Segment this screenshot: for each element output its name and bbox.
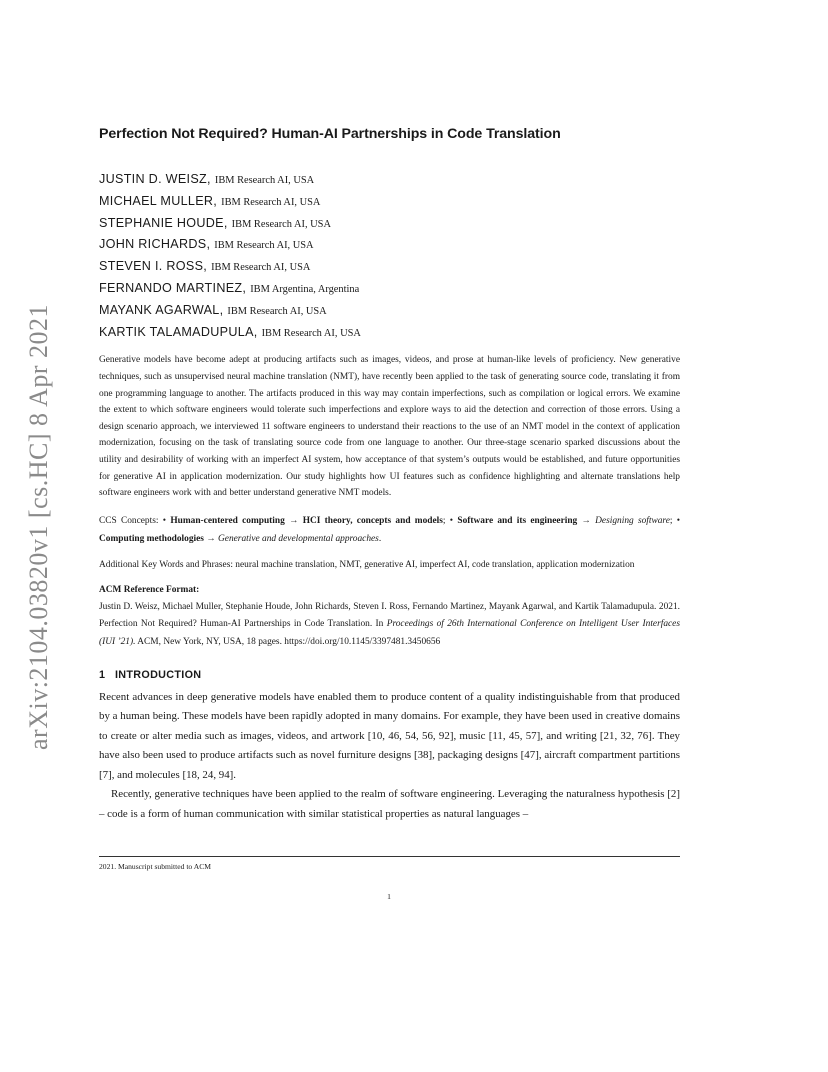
- ccs-concept: Generative and developmental approaches: [218, 533, 379, 544]
- author-entry: [99, 299, 680, 321]
- author-entry: [99, 321, 680, 343]
- author-name: FERNANDO MARTINEZ,: [99, 280, 247, 295]
- author-name: MICHAEL MULLER,: [99, 193, 218, 208]
- ccs-arrow: →: [206, 533, 216, 544]
- author-affiliation: IBM Research AI, USA: [214, 175, 315, 186]
- section-heading: [99, 666, 680, 684]
- body-paragraph: Recently, generative techniques have been applied to the realm of software engineering. Leveraging the naturalness hypothesis [2] – code is a form of human communication with similar statistical properties as natural languages –: [99, 788, 680, 821]
- ccs-separator: ;: [442, 515, 446, 526]
- ccs-concepts: [99, 512, 680, 548]
- body-paragraph: Recent advances in deep generative models have enabled them to produce content of a quality indistinguishable from that produced by a human being. These models have been rapidly adopted in many domains. For example, they have been used in creative domains to create or alter media such as images, videos, and artwork [10, 46, 54, 56, 92], music [11, 45, 57], and writing [21, 32, 76]. They have also been used to produce artifacts such as novel furniture designs [38], packaging designs [47], aircraft compartment partitions [7], and molecules [18, 24, 94].: [99, 690, 680, 781]
- author-name: JUSTIN D. WEISZ,: [99, 172, 211, 186]
- ccs-concept: Human-centered computing: [170, 515, 285, 526]
- ccs-separator: ;: [669, 515, 673, 526]
- ccs-bullet: •: [162, 515, 167, 526]
- ccs-concept: Software and its engineering: [457, 515, 578, 526]
- paper-title: Perfection Not Required? Human-AI Partnerships in Code Translation: [99, 126, 561, 142]
- author-entry: [99, 212, 680, 234]
- arxiv-identifier: [20, 292, 58, 762]
- author-entry: [99, 168, 680, 190]
- ccs-arrow: →: [581, 515, 591, 526]
- keywords-label: Additional Key Words and Phrases:: [99, 559, 233, 570]
- acm-reference-citation: Justin D. Weisz, Michael Muller, Stephanie Houde, John Richards, Steven I. Ross, Fernando Martinez, Mayank Agarwal, and Kartik Talamadupula. 2021. Perfection Not Required? Human-AI Partnerships in Code Translation. In: [99, 601, 680, 630]
- author-affiliation: IBM Research AI, USA: [227, 305, 327, 317]
- acm-reference-text: [99, 599, 680, 652]
- ccs-concept: Computing methodologies: [99, 533, 204, 544]
- author-name: MAYANK AGARWAL,: [99, 302, 224, 317]
- section-title: INTRODUCTION: [115, 668, 202, 681]
- author-entry: [99, 255, 680, 277]
- acm-reference-doi: ACM, New York, NY, USA, 18 pages. https://doi.org/10.1145/3397481.3450656: [137, 636, 441, 647]
- author-affiliation: IBM Research AI, USA: [231, 218, 331, 230]
- ccs-concept: Designing software: [595, 515, 670, 526]
- page-number: 1: [387, 892, 391, 901]
- paper-page: [99, 126, 680, 825]
- author-name: STEPHANIE HOUDE,: [99, 215, 228, 230]
- ccs-concept: HCI theory, concepts and models: [302, 515, 443, 526]
- keywords-text: neural machine translation, NMT, generative AI, imperfect AI, code translation, application modernization: [235, 559, 635, 570]
- author-entry: [99, 277, 680, 299]
- arxiv-identifier-text: arXiv:2104.03820v1 [cs.HC] 8 Apr 2021: [24, 303, 54, 751]
- author-affiliation: IBM Argentina, Argentina: [250, 283, 360, 295]
- ccs-arrow: →: [289, 515, 299, 526]
- author-entry: [99, 190, 680, 212]
- author-affiliation: IBM Research AI, USA: [221, 196, 321, 208]
- author-affiliation: IBM Research AI, USA: [261, 327, 361, 339]
- footnote: 2021. Manuscript submitted to ACM: [99, 862, 212, 871]
- acm-reference-venue: Proceedings of 26th International Conference on Intelligent User Interfaces (IUI ’21).: [99, 619, 680, 647]
- ccs-bullet: •: [449, 515, 454, 526]
- author-name: KARTIK TALAMADUPULA,: [99, 324, 258, 339]
- ccs-bullet: •: [676, 515, 681, 526]
- footnote-rule: [99, 856, 680, 857]
- author-name: JOHN RICHARDS,: [99, 237, 211, 252]
- author-entry: [99, 233, 680, 255]
- ccs-end: .: [378, 533, 382, 544]
- author-affiliation: IBM Research AI, USA: [214, 240, 314, 252]
- author-name: STEVEN I. ROSS,: [99, 259, 208, 274]
- abstract: Generative models have become adept at producing artifacts such as images, videos, and prose at human-like levels of proficiency. New generative techniques, such as unsupervised neural machine translation (NMT), have recently been applied to the task of generating source code, translating it from one programming language to another. The artifacts produced in this way may contain imperfections, such as compilation or logical errors. We examine the extent to which software engineers would tolerate such imperfections and explore ways to aid the detection and correction of those errors. Using a design scenario approach, we interviewed 11 software engineers to understand their reactions to the use of an NMT model in the context of application modernization, focusing on the task of translating source code from one language to another. Our three-stage scenario sparked discussions about the utility and desirability of working with an imperfect AI system, how acceptance of that system’s outputs would be established, and future opportunities for generative AI in application modernization. Our study highlights how UI features such as confidence highlighting and alternate translations help software engineers work with and better understand generative NMT models.: [99, 355, 680, 499]
- acm-reference-heading: ACM Reference Format:: [99, 584, 200, 595]
- keywords: [99, 556, 680, 574]
- ccs-label: CCS Concepts:: [99, 515, 159, 526]
- section-number: 1: [99, 668, 106, 681]
- author-affiliation: IBM Research AI, USA: [211, 262, 311, 274]
- author-list: [99, 168, 680, 342]
